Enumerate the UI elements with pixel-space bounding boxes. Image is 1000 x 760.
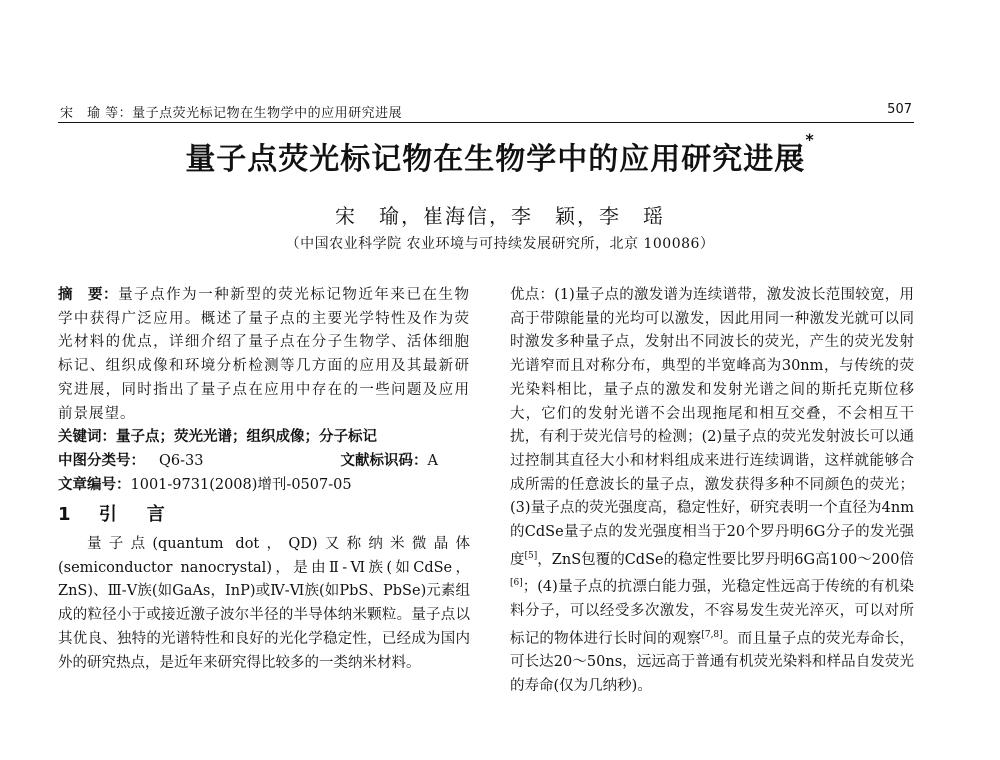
section-title: 引 言	[98, 504, 171, 526]
advantages-text-1: 优点：(1)量子点的激发谱为连续谱带，激发波长范围较宽，用高于带隙能量的光均可以激发，因此用同一种激发光就可以同时激发多种量子点，发射出不同波长的荧光，产生的荧光发射光谱窄而且对称分布，典型的半宽峰高为30nm，与传统的荧光染料相比，量子点的激发和发射光谱之间的斯托克斯位移大，它们的发射光谱不会出现拖尾和相互交叠，不会相互干扰，有利于荧光信号的检测；(2)量子点的荧光发射波长可以通过控制其直径大小和材料组成来进行连续调谐，这样就能够合成所需的任意波长的量子点，激发获得多种不同颜色的荧光；(3)量子点的荧光强度高，稳定性好，研究表明一个直径为4nm的CdSe量子点的发光强度相当于20个罗丹明6G分子的发光强度	[510, 287, 914, 568]
left-column	[58, 284, 470, 675]
abstract	[58, 284, 470, 426]
article-id-label: 文章编号：	[58, 476, 131, 493]
running-header	[58, 100, 914, 123]
abstract-text: 量子点作为一种新型的荧光标记物近年来已在生物学中获得广泛应用。概述了量子点的主要光学特性及作为荧光材料的优点，详细介绍了量子点在分子生物学、活体细胞标记、组织成像和环境分析检测等几方面的应用及其最新研究进展，同时指出了量子点在应用中存在的一些问题及应用前景展望。	[58, 287, 471, 422]
classification-line	[58, 450, 470, 474]
clc-label: 中图分类号：	[58, 452, 145, 469]
intro-paragraph: 量子点(quantum dot，QD)又称纳米微晶体(semiconductor nanocrystal)，是由Ⅱ-Ⅵ族(如CdSe，ZnS)、Ⅲ-Ⅴ族(如GaAs，InP)或Ⅳ-Ⅵ族(如PbS、PbSe)元素组成的粒径小于或接近激子波尔半径的半导体纳米颗粒。量子点以其优良、独特的光谱特性和良好的光化学稳定性，已经成为国内外的研究热点，是近年来研究得比较多的一类纳米材料。	[58, 536, 470, 671]
article-id-line	[58, 474, 470, 498]
section-heading	[58, 503, 470, 527]
advantages-text-2: ，ZnS包覆的CdSe的稳定性要比罗丹明6G高100～200倍	[537, 551, 914, 568]
advantages-paragraph	[510, 284, 914, 698]
citation-5: [5]	[524, 550, 538, 561]
affiliation: （中国农业科学院 农业环境与可持续发展研究所，北京 100086）	[285, 236, 715, 252]
title-footnote-mark: *	[805, 130, 815, 149]
abstract-label: 摘 要：	[58, 287, 119, 303]
keywords	[58, 426, 470, 450]
doc-code-value: A	[427, 452, 438, 469]
authors: 宋 瑜，崔海信，李 颖，李 瑶	[335, 204, 665, 228]
article-id-value: 1001-9731(2008)增刊-0507-05	[130, 476, 352, 493]
running-header-title: 宋 瑜 等：量子点荧光标记物在生物学中的应用研究进展	[60, 106, 403, 121]
keywords-label: 关键词：	[58, 429, 116, 446]
right-column	[510, 284, 914, 698]
advantages-text-3: ；(4)量子点的抗漂白能力强，光稳定性远高于传统的有机染料分子，可以经受多次激发，不容易发生荧光淬灭，可以对所标记的物体进行长时间的观察	[510, 579, 914, 647]
advantages-text-4: 。而且量子点的荧光寿命长，可长达20～50ns，远远高于普通有机荧光染料和样品自发荧光的寿命(仅为几纳秒)。	[510, 630, 914, 694]
paper-title	[0, 130, 1000, 178]
paper-title-text: 量子点荧光标记物在生物学中的应用研究进展	[185, 142, 806, 177]
citation-7-8: [7,8]	[701, 629, 723, 640]
keywords-text: 量子点；荧光光谱；组织成像；分子标记	[116, 429, 377, 446]
citation-6: [6]	[510, 578, 523, 589]
section-number: 1	[58, 504, 77, 526]
doc-code-label: 文献标识码：	[340, 452, 428, 469]
page-number: 507	[887, 102, 912, 117]
clc-value: Q6-33	[159, 452, 204, 469]
